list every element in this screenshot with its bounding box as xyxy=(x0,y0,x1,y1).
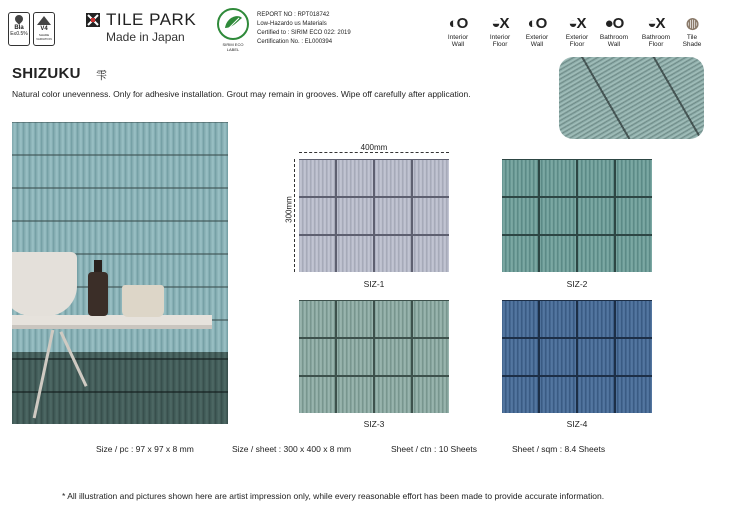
tile-code-label: SIZ-2 xyxy=(566,279,588,289)
spec-size-sheet: Size / sheet : 300 x 400 x 8 mm xyxy=(232,444,352,454)
bia-badge-value: E≤0.5% xyxy=(10,31,28,37)
usage-interior-wall: ◐O Interior Wall xyxy=(439,14,477,48)
width-dimension-line xyxy=(299,152,449,153)
height-dimension-label: 300mm xyxy=(284,196,294,223)
tile-code-label: SIZ-1 xyxy=(363,279,385,289)
product-description: Natural color unevenness. Only for adhesive installation. Grout may remain in grooves. Wipe off carefully after application. xyxy=(12,89,471,99)
interior-wall-ok-icon: ◐O xyxy=(448,15,468,32)
product-title: SHIZUKU xyxy=(12,65,81,82)
product-kanji: 雫 xyxy=(96,70,107,82)
tile-code-label: SIZ-4 xyxy=(566,419,588,429)
made-in-label: Made in Japan xyxy=(106,30,185,44)
bathroom-wall-ok-icon: ●O xyxy=(604,15,624,32)
height-dimension-line xyxy=(294,159,295,272)
tile-sheet-siz-4 xyxy=(502,300,652,413)
spec-size-pc: Size / pc : 97 x 97 x 8 mm xyxy=(96,444,194,454)
water-drop-icon xyxy=(13,13,24,24)
tile-shade-icon: ◍ xyxy=(685,15,699,32)
disclaimer: * All illustration and pictures shown here are artist impression only, while every reasonable effort has been made to provide accurate information. xyxy=(62,491,605,501)
tile-closeup-photo xyxy=(559,57,704,139)
bia-badge-label: BIa xyxy=(14,25,24,31)
tile-park-logo-icon xyxy=(86,13,100,27)
bia-badge xyxy=(8,12,30,46)
usage-exterior-wall: ◐O Exterior Wall xyxy=(518,14,556,48)
usage-exterior-floor: ◒X Exterior Floor xyxy=(558,14,596,48)
v4-badge xyxy=(33,12,55,46)
usage-bathroom-wall: ●O Bathroom Wall xyxy=(595,14,633,48)
report-line: Low-Hazardo us Materials xyxy=(257,21,327,27)
v4-badge-caption: SHADE VARIATION xyxy=(36,33,52,41)
report-line: REPORT NO : RPT018742 xyxy=(257,12,330,18)
report-line: Certified to : SIRIM ECO 022: 2019 xyxy=(257,30,351,36)
bathroom-floor-no-icon: ◒X xyxy=(647,15,665,32)
usage-interior-floor: ◒X Interior Floor xyxy=(481,14,519,48)
tile-sheet-siz-2 xyxy=(502,159,652,272)
bathroom-photo xyxy=(12,122,228,424)
report-line: Certification No. : EL000394 xyxy=(257,39,333,45)
width-dimension-label: 400mm xyxy=(360,143,388,152)
tile-sheet-siz-1 xyxy=(299,159,449,272)
usage-bathroom-floor: ◒X Bathroom Floor xyxy=(637,14,675,48)
tile-sheet-siz-3 xyxy=(299,300,449,413)
triangle-icon xyxy=(37,16,51,25)
tile-code-label: SIZ-3 xyxy=(363,419,385,429)
v4-badge-label: V4 xyxy=(40,26,48,32)
exterior-floor-no-icon: ◒X xyxy=(568,15,586,32)
interior-floor-no-icon: ◒X xyxy=(491,15,509,32)
spec-sheet-sqm: Sheet / sqm : 8.4 Sheets xyxy=(512,444,606,454)
brand-name: TILE PARK xyxy=(106,10,197,29)
report-block xyxy=(257,11,351,47)
exterior-wall-ok-icon: ◐O xyxy=(527,15,547,32)
sirim-caption: SIRIM ECO LABEL xyxy=(222,42,244,52)
usage-tile-shade: ◍ Tile Shade xyxy=(673,14,711,48)
spec-sheet-ctn: Sheet / ctn : 10 Sheets xyxy=(391,444,478,454)
